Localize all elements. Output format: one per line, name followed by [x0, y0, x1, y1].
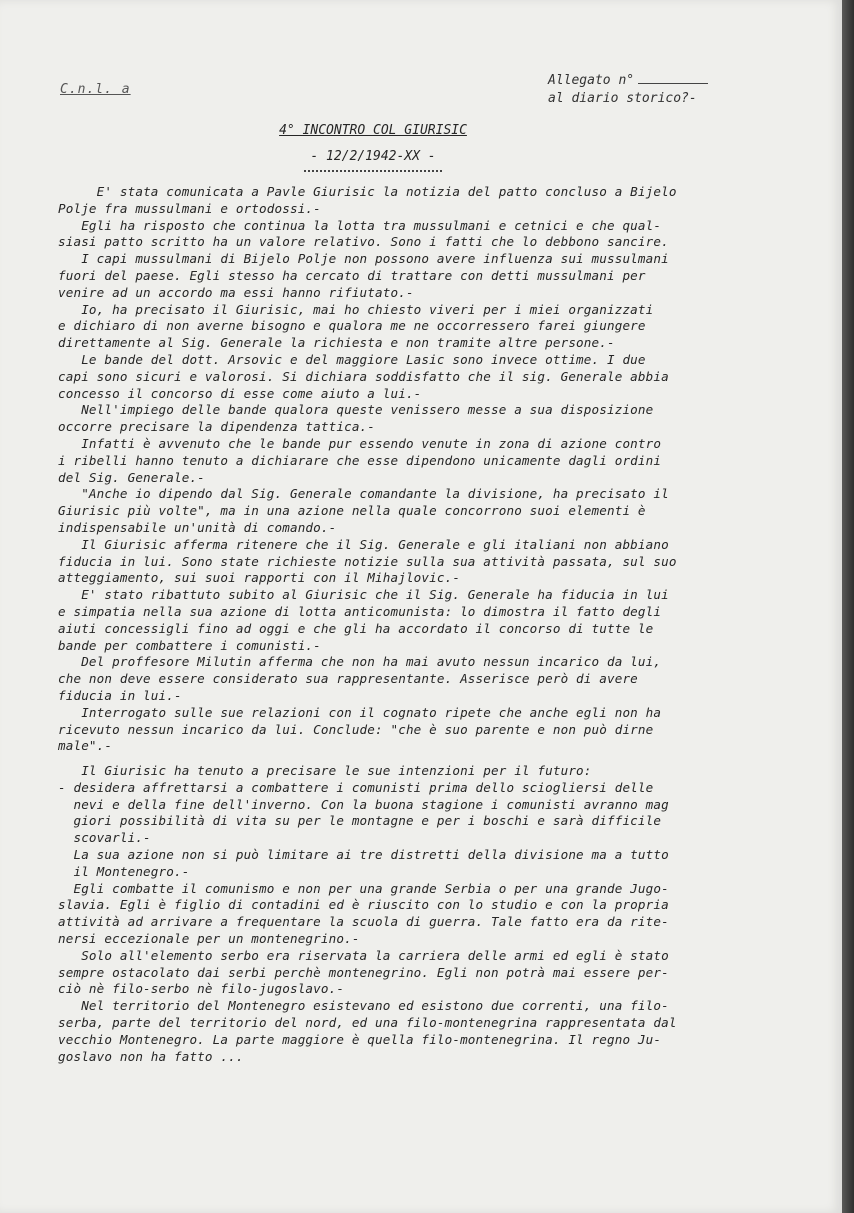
- paragraph-8: "Anche io dipendo dal Sig. Generale comandante la divisione, ha precisato il Giurisic più volte", ma in una azione nella quale concorrono suoi elementi è indispensabile un'unità di comando.-: [58, 486, 669, 535]
- attachment-line: [548, 72, 708, 90]
- paragraph-10: E' stato ribattuto subito al Giurisic che il Sig. Generale ha fiducia in lui e simpatia nella sua azione di lotta anticomunista: lo dimostra il fatto degli aiuti concessigli fino ad oggi e che gli ha accordato il concorso di tutte le bande per combattere i comunisti.-: [58, 587, 669, 653]
- paragraph-2: Egli ha risposto che continua la lotta tra mussulmani e cetnici e che qual- siasi patto scritto ha un valore relativo. Sono i fatti che lo debbono sancire.: [58, 217, 669, 250]
- paragraph-11: Del proffesore Milutin afferma che non ha mai avuto nessun incarico da lui, che non deve essere considerato sua rappresentante. Asserisce però di avere fiducia in lui.-: [58, 654, 662, 703]
- attachment-note: [548, 72, 708, 108]
- allegato-blank: [638, 83, 708, 84]
- paragraph-gap: [58, 755, 818, 763]
- title-date: - 12/2/1942-XX -: [304, 144, 441, 172]
- paragraph-6: Nell'impiego delle bande qualora queste venissero messe a sua disposizione occorre precisare la dipendenza tattica.-: [58, 402, 654, 435]
- paragraph-17: Nel territorio del Montenegro esistevano ed esistono due correnti, una filo- serba, parte del territorio del nord, ed una filo-montenegrina rappresentata dal vecchio Montenegro. La parte maggiore è quella filo-montenegrina. Il regno Ju- goslavo non ha fatto ...: [58, 998, 677, 1064]
- paragraph-15: Egli combatte il comunismo e non per una grande Serbia o per una grande Jugo- slavia. Egli è figlio di contadini ed è riuscito con lo studio e con la propria attività ad arrivare a frequentare la scuola di guerra. Tale fatto era da rite- nersi eccezionale per un montenegrino.-: [58, 880, 669, 947]
- paragraph-12: Interrogato sulle sue relazioni con il cognato ripete che anche egli non ha ricevuto nessun incarico da lui. Conclude: "che è suo parente e non può dirne male".-: [58, 704, 662, 754]
- paragraph-7: Infatti è avvenuto che le bande pur essendo venute in zona di azione contro i ribelli hanno tenuto a dichiarare che esse dipendono unicamente dagli ordini del Sig. Generale.-: [58, 435, 662, 485]
- paragraph-9: Il Giurisic afferma ritenere che il Sig. Generale e gli italiani non abbiano fiducia in lui. Sono state richieste notizie sulla sua attività passata, sul suo atteggiamento, sui suoi rapporti con il Mihajlovic.-: [58, 536, 677, 586]
- page-edge-shadow: [842, 0, 854, 1213]
- paragraph-13: Il Giurisic ha tenuto a precisare le sue intenzioni per il futuro: - desidera affrettarsi a combattere i comunisti prima dello sciogliersi delle nevi e della fine dell'inverno. Con la buona stagione i comunisti avranno mag giori possibilità di vita su per le montagne e per i boschi e sarà difficile scovarli.-: [58, 763, 669, 846]
- title-line-1: 4° INCONTRO COL GIURISIC: [279, 123, 467, 138]
- paragraph-5: Le bande del dott. Arsovic e del maggiore Lasic sono invece ottime. I due capi sono sicuri e valorosi. Si dichiara soddisfatto che il sig. Generale abbia concesso il concorso di esse come aiuto a lui.-: [58, 351, 669, 401]
- paragraph-1: E' stata comunicata a Pavle Giurisic la notizia del patto concluso a Bijelo Polje fra mussulmani e ortodossi.-: [58, 184, 677, 216]
- document-body: [58, 184, 818, 1065]
- reference-mark: C.n.l. a: [60, 82, 131, 97]
- allegato-label: Allegato n°: [548, 73, 635, 88]
- document-title: [253, 118, 493, 172]
- paragraph-4: Io, ha precisato il Giurisic, mai ho chiesto viveri per i miei organizzati e dichiaro di non averne bisogno e qualora me ne occorressero farei giungere direttamente al Sig. Generale la richiesta e non tramite altre persone.-: [58, 301, 654, 351]
- diario-label: al diario storico?-: [548, 91, 697, 106]
- paragraph-3: I capi mussulmani di Bijelo Polje non possono avere influenza sui mussulmani fuori del paese. Egli stesso ha cercato di trattare con detti mussulmani per venire ad un accordo ma essi hanno rifiutato.-: [58, 251, 669, 300]
- paragraph-16: Solo all'elemento serbo era riservata la carriera delle armi ed egli è stato sempre ostacolato dai serbi perchè montenegrino. Egli non potrà mai essere per- ciò nè filo-serbo nè filo-jugoslavo.-: [58, 947, 669, 997]
- paragraph-14: La sua azione non si può limitare ai tre distretti della divisione ma a tutto il Montenegro.-: [73, 847, 669, 879]
